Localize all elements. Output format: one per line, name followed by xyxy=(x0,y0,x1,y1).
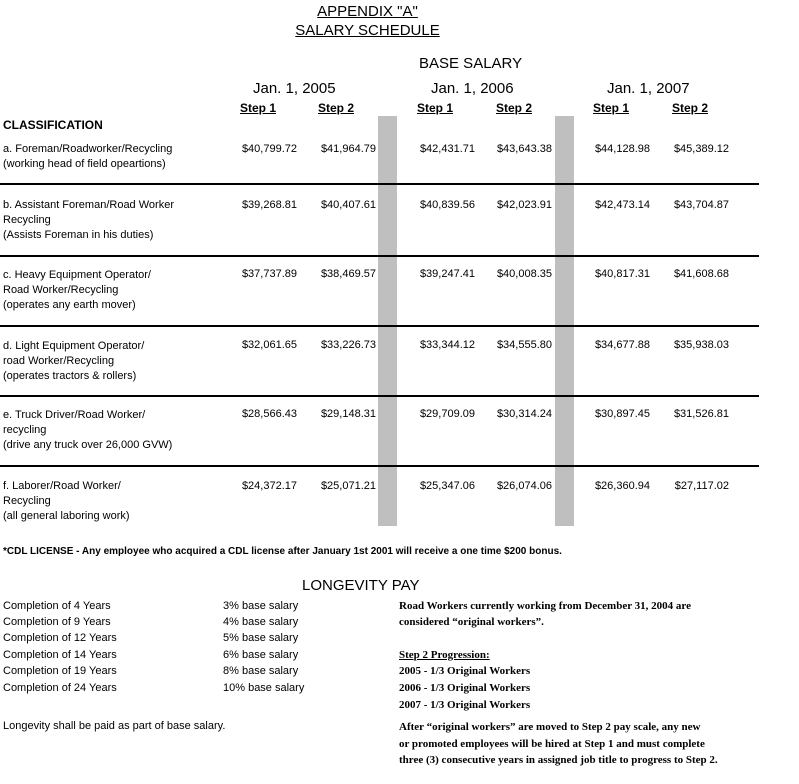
salary-cell: $32,061.65 xyxy=(241,339,297,351)
salary-cell: $30,314.24 xyxy=(496,408,552,420)
classification-title: e. Truck Driver/Road Worker/ xyxy=(3,409,146,421)
row-divider xyxy=(0,465,759,467)
salary-cell: $45,389.12 xyxy=(673,143,729,155)
classification-title: road Worker/Recycling xyxy=(3,355,115,367)
salary-cell: $43,704.87 xyxy=(673,199,729,211)
salary-cell: $29,148.31 xyxy=(320,408,376,420)
longevity-percent: 5% base salary xyxy=(223,632,299,644)
appendix-title: APPENDIX "A" xyxy=(317,3,418,20)
step-header: Step 2 xyxy=(496,101,533,115)
longevity-completion: Completion of 19 Years xyxy=(3,665,117,677)
longevity-percent: 6% base salary xyxy=(223,649,299,661)
original-workers-note: considered “original workers”. xyxy=(399,616,544,628)
salary-cell: $39,247.41 xyxy=(419,268,475,280)
classification-description: (all general laboring work) xyxy=(3,510,130,522)
salary-cell: $26,074.06 xyxy=(496,480,552,492)
progression-item: 2005 - 1/3 Original Workers xyxy=(399,665,531,677)
new-employee-note: After “original workers” are moved to Step 2 pay scale, any new xyxy=(399,721,701,733)
classification-description: (Assists Foreman in his duties) xyxy=(3,229,154,241)
row-divider xyxy=(0,183,759,185)
salary-cell: $43,643.38 xyxy=(496,143,552,155)
classification-description: (working head of field opeartions) xyxy=(3,158,166,170)
classification-description: (drive any truck over 26,000 GVW) xyxy=(3,439,173,451)
salary-cell: $34,677.88 xyxy=(594,339,650,351)
salary-cell: $40,008.35 xyxy=(496,268,552,280)
salary-cell: $34,555.80 xyxy=(496,339,552,351)
step-header: Step 2 xyxy=(318,101,355,115)
salary-cell: $40,817.31 xyxy=(594,268,650,280)
classification-title: Recycling xyxy=(3,495,51,507)
salary-cell: $40,839.56 xyxy=(419,199,475,211)
longevity-percent: 8% base salary xyxy=(223,665,299,677)
longevity-completion: Completion of 24 Years xyxy=(3,682,117,694)
classification-title: f. Laborer/Road Worker/ xyxy=(3,480,121,492)
salary-cell: $29,709.09 xyxy=(419,408,475,420)
salary-cell: $35,938.03 xyxy=(673,339,729,351)
progression-item: 2007 - 1/3 Original Workers xyxy=(399,699,531,711)
salary-cell: $25,071.21 xyxy=(320,480,376,492)
classification-title: b. Assistant Foreman/Road Worker xyxy=(3,199,174,211)
new-employee-note: three (3) consecutive years in assigned job title to progress to Step 2. xyxy=(399,754,718,766)
progression-item: 2006 - 1/3 Original Workers xyxy=(399,682,531,694)
classification-row-a xyxy=(3,142,172,172)
classification-row-c xyxy=(3,268,151,313)
longevity-percent: 10% base salary xyxy=(223,682,305,694)
salary-cell: $28,566.43 xyxy=(241,408,297,420)
longevity-pay-title: LONGEVITY PAY xyxy=(302,577,420,594)
step-header: Step 2 xyxy=(672,101,709,115)
classification-title: Recycling xyxy=(3,214,51,226)
salary-cell: $41,608.68 xyxy=(673,268,729,280)
salary-cell: $31,526.81 xyxy=(673,408,729,420)
salary-cell: $42,431.71 xyxy=(419,143,475,155)
salary-cell: $27,117.02 xyxy=(674,480,729,492)
classification-title: a. Foreman/Roadworker/Recycling xyxy=(3,143,173,155)
longevity-completion: Completion of 4 Years xyxy=(3,600,111,612)
classification-heading: CLASSIFICATION xyxy=(3,118,103,132)
salary-cell: $44,128.98 xyxy=(594,143,650,155)
salary-cell: $26,360.94 xyxy=(594,480,650,492)
salary-cell: $30,897.45 xyxy=(594,408,650,420)
year-2006: Jan. 1, 2006 xyxy=(431,80,514,97)
longevity-completion: Completion of 14 Years xyxy=(3,649,117,661)
step-2-progression-heading: Step 2 Progression: xyxy=(399,649,490,661)
salary-cell: $25,347.06 xyxy=(419,480,475,492)
cdl-license-note: *CDL LICENSE - Any employee who acquired a CDL license after January 1st 2001 will receive a one time $200 bonus. xyxy=(3,546,562,557)
longevity-completion: Completion of 9 Years xyxy=(3,616,111,628)
salary-cell: $37,737.89 xyxy=(241,268,297,280)
classification-title: recycling xyxy=(3,424,47,436)
classification-title: Road Worker/Recycling xyxy=(3,284,119,296)
salary-cell: $42,473.14 xyxy=(594,199,650,211)
classification-row-e xyxy=(3,408,172,453)
step-header: Step 1 xyxy=(417,101,454,115)
row-divider xyxy=(0,255,759,257)
longevity-footnote: Longevity shall be paid as part of base salary. xyxy=(3,720,226,732)
classification-description: (operates any earth mover) xyxy=(3,299,136,311)
salary-cell: $40,799.72 xyxy=(241,143,297,155)
salary-cell: $39,268.81 xyxy=(241,199,297,211)
classification-description: (operates tractors & rollers) xyxy=(3,370,137,382)
year-2007: Jan. 1, 2007 xyxy=(607,80,690,97)
row-divider xyxy=(0,395,759,397)
salary-cell: $41,964.79 xyxy=(320,143,376,155)
salary-cell: $42,023.91 xyxy=(496,199,552,211)
salary-cell: $33,344.12 xyxy=(419,339,475,351)
longevity-completion: Completion of 12 Years xyxy=(3,632,117,644)
original-workers-note: Road Workers currently working from December 31, 2004 are xyxy=(399,600,691,612)
row-divider xyxy=(0,325,759,327)
schedule-title: SALARY SCHEDULE xyxy=(295,22,440,39)
classification-row-d xyxy=(3,339,144,384)
new-employee-note: or promoted employees will be hired at Step 1 and must complete xyxy=(399,738,705,750)
classification-row-f xyxy=(3,479,130,524)
salary-cell: $24,372.17 xyxy=(241,480,297,492)
salary-cell: $40,407.61 xyxy=(320,199,376,211)
classification-row-b xyxy=(3,198,174,243)
year-2005: Jan. 1, 2005 xyxy=(253,80,336,97)
salary-cell: $33,226.73 xyxy=(320,339,376,351)
longevity-percent: 3% base salary xyxy=(223,600,299,612)
step-header: Step 1 xyxy=(240,101,277,115)
classification-title: d. Light Equipment Operator/ xyxy=(3,340,145,352)
longevity-percent: 4% base salary xyxy=(223,616,299,628)
base-salary-heading: BASE SALARY xyxy=(419,55,523,72)
step-header: Step 1 xyxy=(593,101,630,115)
classification-title: c. Heavy Equipment Operator/ xyxy=(3,269,151,281)
salary-cell: $38,469.57 xyxy=(320,268,376,280)
